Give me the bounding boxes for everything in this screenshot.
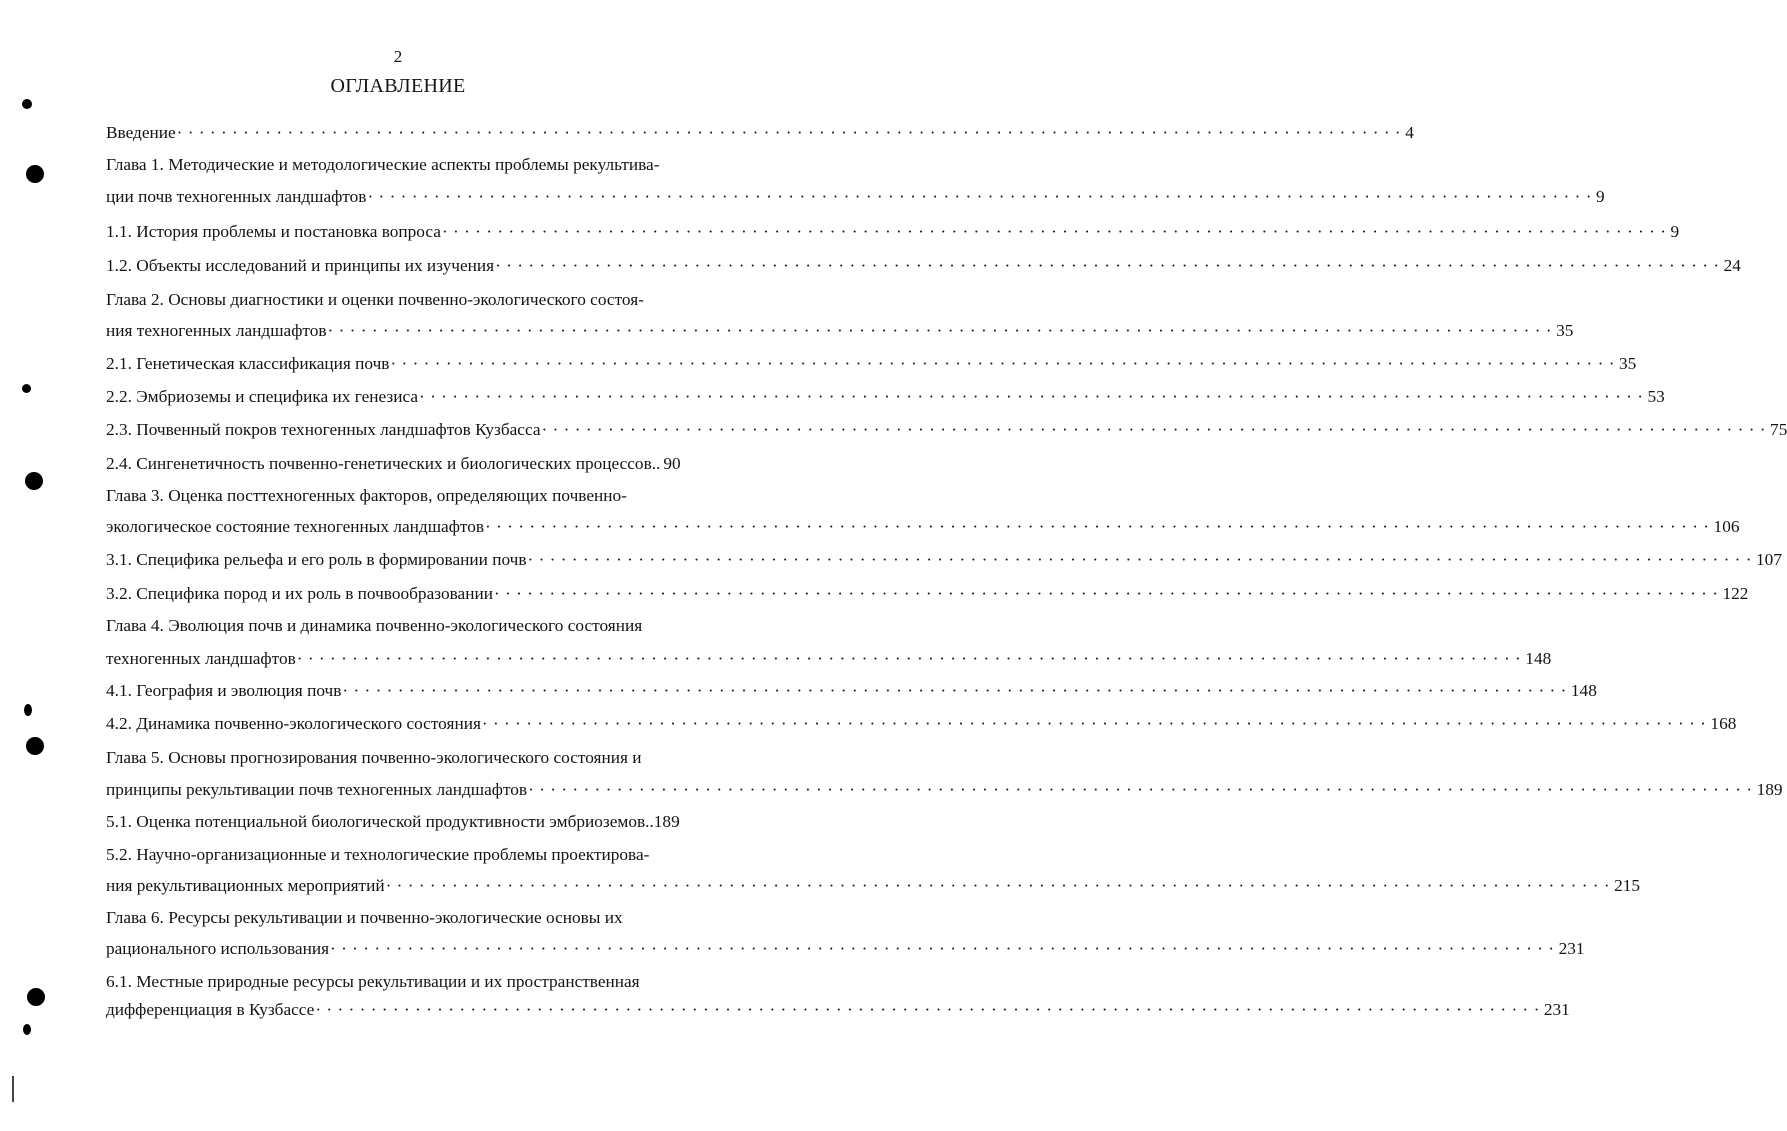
toc-entry <box>106 582 1749 606</box>
punch-hole-mark <box>27 988 45 1006</box>
toc-entry-page: 122 <box>1722 584 1749 603</box>
toc-entry-title: 6.1. Местные природные ресурсы рекультивации и их пространственная <box>106 972 640 991</box>
toc-entry-page: 35 <box>1618 354 1637 373</box>
toc-entry <box>106 220 1680 244</box>
toc-leader-dots: · · · · · · · · · · · · · · · · · · · · · · · · · · · · · · · · · · · · · · · · · · · · · · · · · · · · · · · · · · · · · · · · · · · · · · · · · · · · · · · · · · · · · · · · · · · · · · · · · · · · · · · · · · · · · · · <box>495 256 1720 275</box>
toc-entry-title: 2.3. Почвенный покров техногенных ландшафтов Кузбасса <box>106 420 541 439</box>
toc-entry-title: ния рекультивационных мероприятий <box>106 876 385 895</box>
toc-entry-title: 1.1. История проблемы и постановка вопроса <box>106 222 441 241</box>
toc-entry-title: 1.2. Объекты исследований и принципы их изучения <box>106 256 495 275</box>
toc-entry <box>106 906 734 930</box>
toc-leader-dots: · · · · · · · · · · · · · · · · · · · · · · · · · · · · · · · · · · · · · · · · · · · · · · · · · · · · · · · · · · · · · · · · · · · · · · · · · · · · · · · · · · · · · · · · · · · · · · · · · · · · · · · · · · · · · · · <box>541 420 1767 439</box>
punch-hole-mark <box>26 165 44 183</box>
toc-entry-title: 4.2. Динамика почвенно-экологического состояния <box>106 714 481 733</box>
toc-entry-title: Глава 6. Ресурсы рекультивации и почвенно-экологические основы их <box>106 908 623 927</box>
toc-entry <box>106 647 1552 671</box>
toc-entry-page: 35 <box>1556 321 1574 340</box>
toc-entry-title: 3.1. Специфика рельефа и его роль в формировании почв <box>106 550 527 569</box>
toc-entry-page: 231 <box>1543 1000 1570 1019</box>
toc-entry-page: 9 <box>1670 222 1680 241</box>
toc-entry <box>106 385 1665 409</box>
toc-leader-dots: · · · · · · · · · · · · · · · · · · · · · · · · · · · · · · · · · · · · · · · · · · · · · · · · · · · · · · · · · · · · · · · · · · · · · · · · · · · · · · · · · · · · · · · · · · · · · · · · · · · · · · · · · · · · · · · <box>485 517 1710 536</box>
punch-hole-mark <box>22 99 32 109</box>
page-number: 2 <box>393 47 403 66</box>
toc-entry <box>106 153 734 177</box>
toc-entry-title: 2.4. Сингенетичность почвенно-генетических и биологических процессов.. <box>106 454 661 473</box>
toc-entry-page: 53 <box>1647 387 1665 406</box>
toc-entry-page: 90 <box>663 454 681 473</box>
toc-entry-page: 189 <box>1756 780 1783 799</box>
toc-entry <box>106 452 734 476</box>
toc-entry-title: 2.1. Генетическая классификация почв <box>106 354 390 373</box>
toc-entry <box>106 778 1783 802</box>
punch-hole-mark <box>22 384 31 393</box>
toc-entry <box>106 843 734 867</box>
toc-leader-dots: · · · · · · · · · · · · · · · · · · · · · · · · · · · · · · · · · · · · · · · · · · · · · · · · · · · · · · · · · · · · · · · · · · · · · · · · · · · · · · · · · · · · · · · · · · · · · · · · · · · · · · · · · · · · · · · <box>528 780 1753 799</box>
toc-entry <box>106 874 1641 898</box>
toc-entry <box>106 484 734 508</box>
toc-leader-dots: · · · · · · · · · · · · · · · · · · · · · · · · · · · · · · · · · · · · · · · · · · · · · · · · · · · · · · · · · · · · · · · · · · · · · · · · · · · · · · · · · · · · · · · · · · · · · · · · · · · · · · · · · · · · · · · <box>527 550 1753 569</box>
toc-entry-title: рационального использования <box>106 939 330 958</box>
toc-entry <box>106 712 1737 736</box>
toc-entry-title: Глава 4. Эволюция почв и динамика почвенно-экологического состояния <box>106 616 643 635</box>
toc-leader-dots: · · · · · · · · · · · · · · · · · · · · · · · · · · · · · · · · · · · · · · · · · · · · · · · · · · · · · · · · · · · · · · · · · · · · · · · · · · · · · · · · · · · · · · · · · · · · · · · · · · · · · · · · · · · · · · · <box>481 714 1707 733</box>
toc-entry-page: 168 <box>1710 714 1737 733</box>
toc-entry <box>106 998 1570 1022</box>
toc-entry <box>106 185 1605 209</box>
toc-entry <box>106 319 1574 343</box>
toc-entry-title: ния техногенных ландшафтов <box>106 321 327 340</box>
toc-entry-page: 148 <box>1570 681 1597 700</box>
toc-entry-title: 4.1. География и эволюция почв <box>106 681 342 700</box>
toc-entry <box>106 614 734 638</box>
toc-entry-page: 215 <box>1614 876 1641 895</box>
toc-entry-title: 5.2. Научно-организационные и технологические проблемы проектирова- <box>106 845 650 864</box>
toc-entry <box>106 254 1741 278</box>
toc-entry-title: Глава 1. Методические и методологические аспекты проблемы рекультива- <box>106 155 660 174</box>
toc-entry-title: ции почв техногенных ландшафтов <box>106 187 367 206</box>
punch-hole-mark <box>25 472 43 490</box>
toc-leader-dots: · · · · · · · · · · · · · · · · · · · · · · · · · · · · · · · · · · · · · · · · · · · · · · · · · · · · · · · · · · · · · · · · · · · · · · · · · · · · · · · · · · · · · · · · · · · · · · · · · · · · · · · · · · · · · · · <box>441 222 1667 241</box>
toc-entry-title: 2.2. Эмбриоземы и специфика их генезиса <box>106 387 418 406</box>
toc-entry-title: экологическое состояние техногенных ландшафтов <box>106 517 485 536</box>
toc-entry-title: Глава 3. Оценка посттехногенных факторов, определяющих почвенно- <box>106 486 627 505</box>
punch-hole-mark <box>24 704 32 716</box>
scan-edge-mark <box>12 1076 14 1102</box>
toc-leader-dots: · · · · · · · · · · · · · · · · · · · · · · · · · · · · · · · · · · · · · · · · · · · · · · · · · · · · · · · · · · · · · · · · · · · · · · · · · · · · · · · · · · · · · · · · · · · · · · · · · · · · · · · · · · · · · · · <box>419 387 1644 406</box>
toc-entry <box>106 352 1637 376</box>
toc-entry <box>106 679 1597 703</box>
toc-entry-page: 107 <box>1756 550 1782 569</box>
toc-leader-dots: · · · · · · · · · · · · · · · · · · · · · · · · · · · · · · · · · · · · · · · · · · · · · · · · · · · · · · · · · · · · · · · · · · · · · · · · · · · · · · · · · · · · · · · · · · · · · · · · · · · · · · · · · · · · · · · <box>493 584 1719 603</box>
toc-leader-dots: · · · · · · · · · · · · · · · · · · · · · · · · · · · · · · · · · · · · · · · · · · · · · · · · · · · · · · · · · · · · · · · · · · · · · · · · · · · · · · · · · · · · · · · · · · · · · · · · · · · · · · · · · · · · · · · <box>176 123 1402 142</box>
toc-entry <box>106 970 734 994</box>
toc-entry <box>106 746 734 770</box>
toc-entry-title: 3.2. Специфика пород и их роль в почвообразовании <box>106 584 493 603</box>
toc-leader-dots: · · · · · · · · · · · · · · · · · · · · · · · · · · · · · · · · · · · · · · · · · · · · · · · · · · · · · · · · · · · · · · · · · · · · · · · · · · · · · · · · · · · · · · · · · · · · · · · · · · · · · · · · · · · · · · · <box>342 681 1567 700</box>
toc-leader-dots: · · · · · · · · · · · · · · · · · · · · · · · · · · · · · · · · · · · · · · · · · · · · · · · · · · · · · · · · · · · · · · · · · · · · · · · · · · · · · · · · · · · · · · · · · · · · · · · · · · · · · · · · · · · · · · · <box>385 876 1611 895</box>
toc-leader-dots: · · · · · · · · · · · · · · · · · · · · · · · · · · · · · · · · · · · · · · · · · · · · · · · · · · · · · · · · · · · · · · · · · · · · · · · · · · · · · · · · · · · · · · · · · · · · · · · · · · · · · · · · · · · · · · · <box>330 939 1555 958</box>
toc-leader-dots: · · · · · · · · · · · · · · · · · · · · · · · · · · · · · · · · · · · · · · · · · · · · · · · · · · · · · · · · · · · · · · · · · · · · · · · · · · · · · · · · · · · · · · · · · · · · · · · · · · · · · · · · · · · · · · · <box>296 649 1522 668</box>
toc-leader-dots: · · · · · · · · · · · · · · · · · · · · · · · · · · · · · · · · · · · · · · · · · · · · · · · · · · · · · · · · · · · · · · · · · · · · · · · · · · · · · · · · · · · · · · · · · · · · · · · · · · · · · · · · · · · · · · · <box>315 1000 1540 1019</box>
toc-entry <box>106 418 1787 442</box>
toc-entry-page: 231 <box>1558 939 1585 958</box>
toc-entry <box>106 121 1414 145</box>
punch-hole-mark <box>26 737 44 755</box>
toc-leader-dots: · · · · · · · · · · · · · · · · · · · · · · · · · · · · · · · · · · · · · · · · · · · · · · · · · · · · · · · · · · · · · · · · · · · · · · · · · · · · · · · · · · · · · · · · · · · · · · · · · · · · · · · · · · · · · · · <box>390 354 1615 373</box>
toc-entry-page: 75 <box>1770 420 1787 439</box>
toc-entry-page: 9 <box>1595 187 1605 206</box>
toc-leader-dots: · · · · · · · · · · · · · · · · · · · · · · · · · · · · · · · · · · · · · · · · · · · · · · · · · · · · · · · · · · · · · · · · · · · · · · · · · · · · · · · · · · · · · · · · · · · · · · · · · · · · · · · · · · · · · · · <box>367 187 1592 206</box>
toc-entry <box>106 937 1585 961</box>
toc-entry-page: 106 <box>1713 517 1740 536</box>
page-title: ОГЛАВЛЕНИЕ <box>330 75 466 97</box>
toc-entry <box>106 515 1740 539</box>
toc-entry-title: Глава 5. Основы прогнозирования почвенно-экологического состояния и <box>106 748 642 767</box>
toc-entry-title: Глава 2. Основы диагностики и оценки почвенно-экологического состоя- <box>106 290 644 309</box>
toc-entry-title: Введение <box>106 123 176 142</box>
toc-entry <box>106 548 1782 572</box>
toc-entry-page: 148 <box>1525 649 1552 668</box>
toc-entry-title: техногенных ландшафтов <box>106 649 296 668</box>
toc-entry-page: 24 <box>1723 256 1741 275</box>
toc-leader-dots: · · · · · · · · · · · · · · · · · · · · · · · · · · · · · · · · · · · · · · · · · · · · · · · · · · · · · · · · · · · · · · · · · · · · · · · · · · · · · · · · · · · · · · · · · · · · · · · · · · · · · · · · · · · · · · · <box>327 321 1553 340</box>
toc-entry <box>106 288 734 312</box>
toc-entry-title: 5.1. Оценка потенциальной биологической продуктивности эмбриоземов.. <box>106 812 654 831</box>
toc-entry-page: 189 <box>653 812 680 831</box>
punch-hole-mark <box>23 1024 31 1035</box>
toc-entry <box>106 810 734 834</box>
toc-entry-title: дифференциация в Кузбассе <box>106 1000 315 1019</box>
toc-entry-title: принципы рекультивации почв техногенных ландшафтов <box>106 780 528 799</box>
toc-entry-page: 4 <box>1405 123 1414 142</box>
